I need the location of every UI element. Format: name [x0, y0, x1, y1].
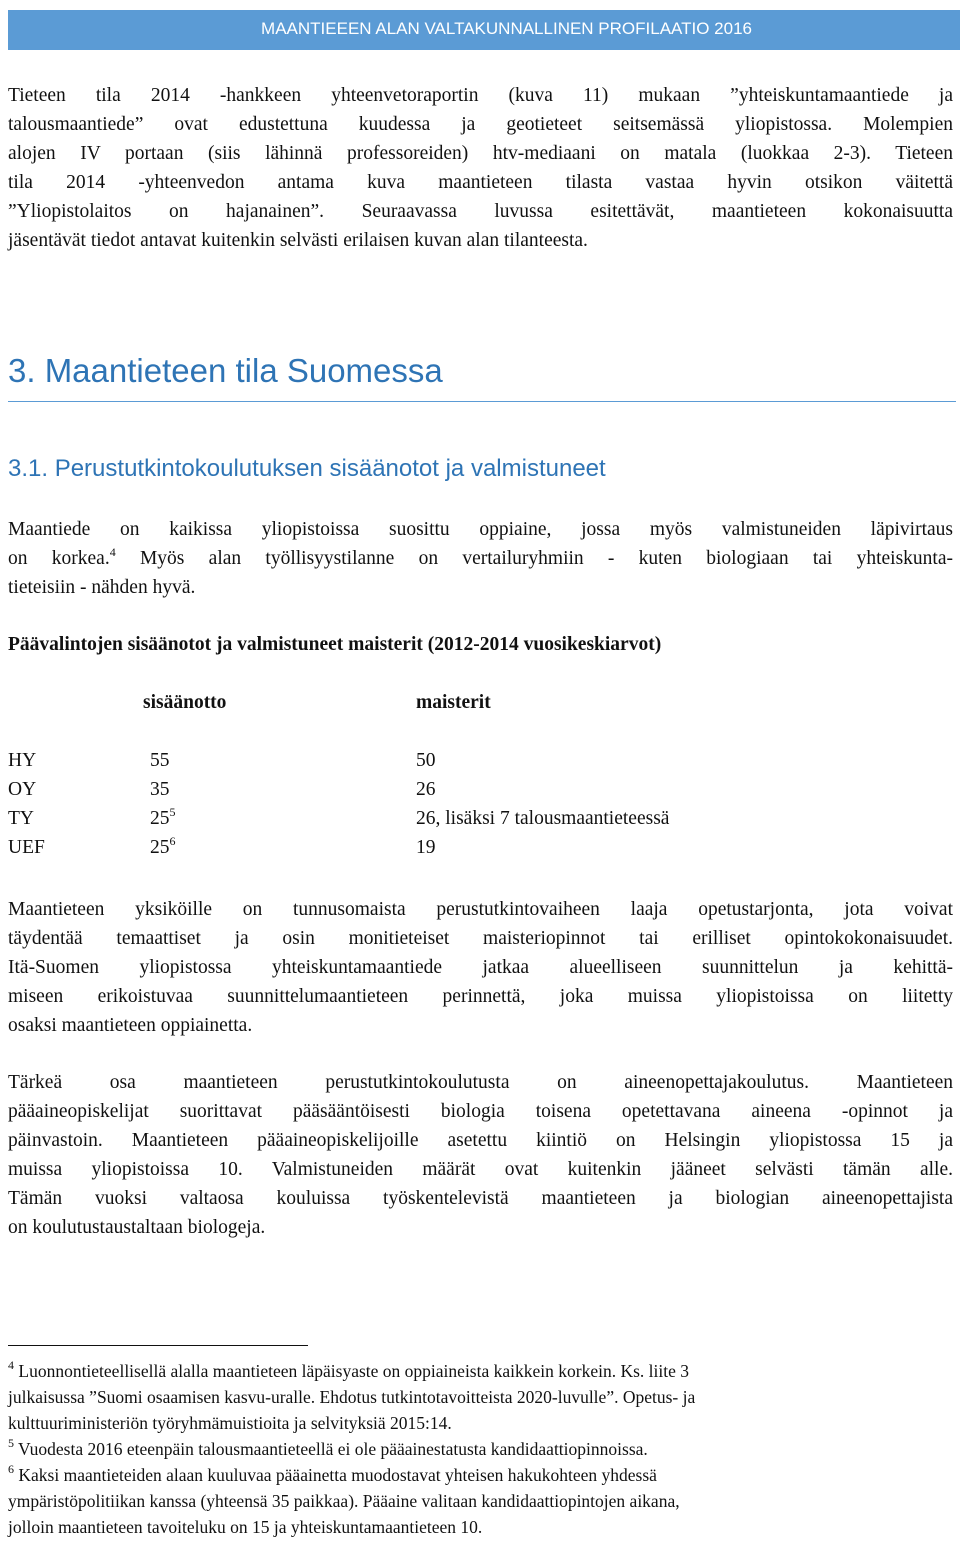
footnote-ref-6: 6 — [169, 834, 176, 848]
table-title: Päävalintojen sisäänotot ja valmistuneet maisterit (2012-2014 vuosikeskiarvot) — [8, 634, 662, 655]
cell-university: TY — [8, 808, 34, 829]
page-header-bar — [8, 10, 960, 50]
column-header-intake: sisäänotto — [143, 692, 227, 713]
text-line: Tärkeä osa maantieteen perustutkintokoulutusta on aineenopettajakoulutus. Maantieteen — [8, 1072, 953, 1093]
cell-masters: 26 — [416, 779, 436, 800]
text-fragment: on korkea. — [8, 548, 110, 569]
text-line: tila 2014 -yhteenvedon antama kuva maantieteen tilasta vastaa hyvin otsikon väitettä — [8, 172, 953, 193]
text-line: alojen IV portaan (siis lähinnä professoreiden) htv-mediaani on matala (luokkaa 2-3). Tieteen — [8, 143, 953, 164]
cell-intake — [150, 805, 176, 830]
text-fragment: Kaksi maantieteiden alaan kuuluvaa pääainetta muodostavat yhteisen hakukohteen yhdessä — [14, 1465, 657, 1485]
text-line: Tämän vuoksi valtaosa kouluissa työskentelevistä maantieteen ja biologian aineenopettajista — [8, 1188, 953, 1209]
footnote-separator — [8, 1345, 308, 1346]
text-line — [8, 1358, 953, 1384]
text-line: Itä-Suomen yliopistossa yhteiskuntamaantiede jatkaa alueelliseen suunnittelun ja kehittä- — [8, 957, 953, 978]
footnote-6 — [8, 1462, 953, 1540]
cell-intake-value: 25 — [150, 837, 170, 858]
cell-university: HY — [8, 750, 37, 771]
text-line: muissa yliopistoissa 10. Valmistuneiden määrät ovat kuitenkin jääneet selvästi tämän alle. — [8, 1159, 953, 1180]
text-line — [8, 1462, 953, 1488]
paragraph-teacher-training — [8, 1068, 953, 1242]
text-line — [8, 544, 953, 573]
footnote-ref-4: 4 — [109, 545, 116, 559]
cell-masters: 19 — [416, 837, 436, 858]
footnote-ref-5: 5 — [169, 805, 176, 819]
text-line: miseen erikoistuvaa suunnittelumaantieteen perinnettä, joka muissa yliopistoissa on liitetty — [8, 986, 953, 1007]
text-line: kulttuuriministeriön työryhmämuistioita ja selvityksiä 2015:14. — [8, 1413, 452, 1433]
cell-masters: 26, lisäksi 7 talousmaantieteessä — [416, 808, 670, 829]
subsection-heading: 3.1. Perustutkintokoulutuksen sisäänotot ja valmistuneet — [8, 455, 606, 482]
paragraph-teaching-offer — [8, 895, 953, 1040]
text-line: Maantiede on kaikissa yliopistoissa suosittu oppiaine, jossa myös valmistuneiden läpivirtaus — [8, 519, 953, 540]
text-line: ”Yliopistolaitos on hajanainen”. Seuraavassa luvussa esitettävät, maantieteen kokonaisuutta — [8, 201, 953, 222]
footnote-mark: 4 — [8, 1358, 14, 1372]
intro-paragraph — [8, 81, 953, 255]
footnote-4 — [8, 1358, 953, 1436]
column-header-masters: maisterit — [416, 692, 491, 713]
text-line: on koulutustaustaltaan biologeja. — [8, 1217, 266, 1238]
cell-university: UEF — [8, 837, 45, 858]
text-line: jäsentävät tiedot antavat kuitenkin selvästi erilaisen kuvan alan tilanteesta. — [8, 230, 588, 251]
heading-underline — [8, 401, 956, 402]
cell-intake: 35 — [150, 779, 170, 800]
text-fragment: Vuodesta 2016 eteenpäin talousmaantieteellä ei ole pääainestatusta kandidaattiopinnoissa. — [14, 1439, 648, 1459]
paragraph-admissions — [8, 515, 953, 602]
text-line: täydentää temaattiset ja osin monitieteiset maisteriopinnot tai erilliset opintokokonaisuudet. — [8, 928, 953, 949]
text-line: talousmaantiede” ovat edustettuna kuudessa ja geotieteet seitsemässä yliopistossa. Molempien — [8, 114, 953, 135]
text-line: jolloin maantieteen tavoiteluku on 15 ja yhteiskuntamaantieteen 10. — [8, 1517, 483, 1537]
text-fragment: Myös alan työllisyystilanne on vertailuryhmiin - kuten biologiaan tai yhteiskunta- — [115, 548, 953, 569]
footnote-mark: 6 — [8, 1462, 14, 1476]
text-line: julkaisussa ”Suomi osaamisen kasvu-uralle. Ehdotus tutkintotavoitteista 2020-luvulle”. Opetus- ja — [8, 1387, 696, 1407]
text-line: Maantieteen yksiköille on tunnusomaista perustutkintovaiheen laaja opetustarjonta, jota voivat — [8, 899, 953, 920]
footnote-5 — [8, 1436, 953, 1462]
text-line: Tieteen tila 2014 -hankkeen yhteenvetoraportin (kuva 11) mukaan ”yhteiskuntamaantiede ja — [8, 85, 953, 106]
cell-masters: 50 — [416, 750, 436, 771]
cell-intake-value: 25 — [150, 808, 170, 829]
cell-intake: 55 — [150, 750, 170, 771]
cell-university: OY — [8, 779, 37, 800]
text-line: osaksi maantieteen oppiainetta. — [8, 1015, 253, 1036]
footnote-mark: 5 — [8, 1436, 14, 1450]
text-line: ympäristöpolitiikan kanssa (yhteensä 35 paikkaa). Pääaine valitaan kandidaattiopintojen aikana, — [8, 1491, 680, 1511]
text-line: tieteisiin - nähden hyvä. — [8, 577, 196, 598]
cell-intake — [150, 834, 176, 859]
section-heading: 3. Maantieteen tila Suomessa — [8, 352, 443, 389]
text-line: päinvastoin. Maantieteen pääaineopiskelijoille asetettu kiintiö on Helsingin yliopistossa 15 ja — [8, 1130, 953, 1151]
text-line — [8, 1436, 953, 1462]
text-fragment: Luonnontieteellisellä alalla maantieteen läpäisyaste on oppiaineista kaikkein korkein. Ks. liite 3 — [14, 1361, 689, 1381]
header-title: MAANTIEEEN ALAN VALTAKUNNALLINEN PROFILAATIO 2016 — [261, 19, 752, 38]
text-line: pääaineopiskelijat suorittavat pääsääntöisesti biologia toisena opetettavana aineena -opinnot ja — [8, 1101, 953, 1122]
